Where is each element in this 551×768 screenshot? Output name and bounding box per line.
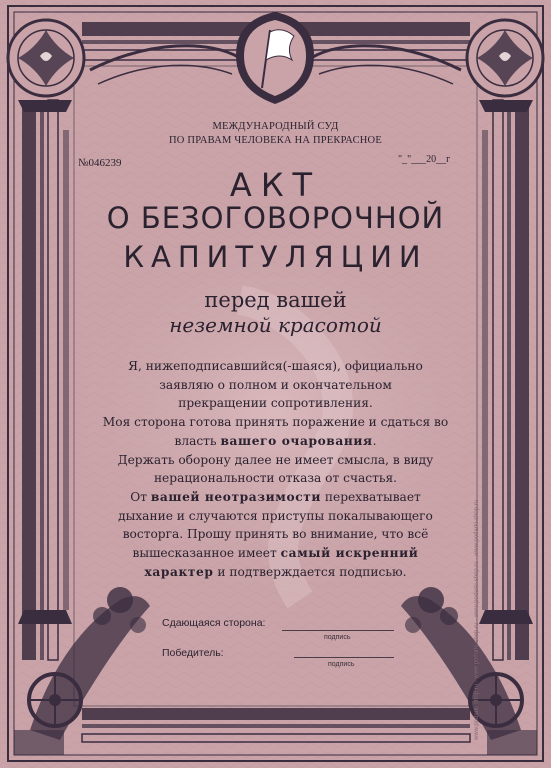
court-line-1: МЕЖДУНАРОДНЫЙ СУД — [212, 121, 339, 132]
body-line: дыхание и случаются приступы покалывающего — [118, 508, 433, 523]
date-field: "_"___20__г — [398, 154, 451, 165]
body-line: вышесказанное имеет самый искренний — [132, 546, 419, 561]
emphasis: самый искренний — [280, 546, 419, 561]
body-line: От вашей неотразимости перехватывает — [130, 489, 421, 504]
court-name — [0, 120, 551, 148]
surrender-caption: подпись — [324, 634, 351, 641]
declaration-text — [70, 357, 481, 581]
body-line: Я, нижеподписавшийся(-шаяся), официально — [128, 359, 423, 373]
white-flag-icon — [236, 12, 314, 104]
body-line: Держать оборону далее не имеет смысла, в виду — [117, 452, 434, 467]
emphasis: характер — [144, 564, 214, 579]
side-watermark: www.podarki-shop.ru · www.podarki-shop.ru · www.podarki-shop.ru · www.podarki-shop.ru — [474, 499, 480, 740]
title-line-3: КАПИТУЛЯЦИИ — [123, 240, 428, 274]
rose-ornament-icon — [467, 20, 543, 96]
body-line: восторга. Прошу принять во внимание, что всё — [122, 527, 429, 542]
body-line: власть вашего очарования. — [174, 433, 377, 448]
emphasis: вашего очарования — [220, 433, 373, 448]
title-line-2: О БЕЗОГОВОРОЧНОЙ — [106, 201, 445, 235]
body-line: нерациональности отказа от счастья. — [153, 471, 398, 486]
surrender-signature-line[interactable] — [282, 630, 394, 631]
title-line-1: АКТ — [229, 166, 322, 204]
subtitle-line-1: перед вашей — [204, 288, 347, 312]
body-line: прекращении сопротивления. — [178, 396, 373, 411]
winner-signature-line[interactable] — [294, 657, 394, 658]
body-line: характер и подтверждается подписью. — [144, 564, 407, 579]
rose-ornament-icon — [8, 20, 84, 96]
body-line: Моя сторона готова принять поражение и сдаться во — [102, 415, 449, 430]
certificate-number: №046239 — [78, 157, 122, 169]
winner-label: Победитель: — [162, 647, 224, 659]
winner-caption: подпись — [328, 661, 355, 668]
surrender-label: Сдающаяся сторона: — [162, 617, 266, 629]
court-line-2: ПО ПРАВАМ ЧЕЛОВЕКА НА ПРЕКРАСНОЕ — [169, 135, 382, 146]
body-line: заявляю о полном и окончательном — [159, 377, 392, 392]
emphasis: вашей неотразимости — [150, 489, 322, 504]
subtitle-line-2: неземной красотой — [169, 313, 382, 337]
